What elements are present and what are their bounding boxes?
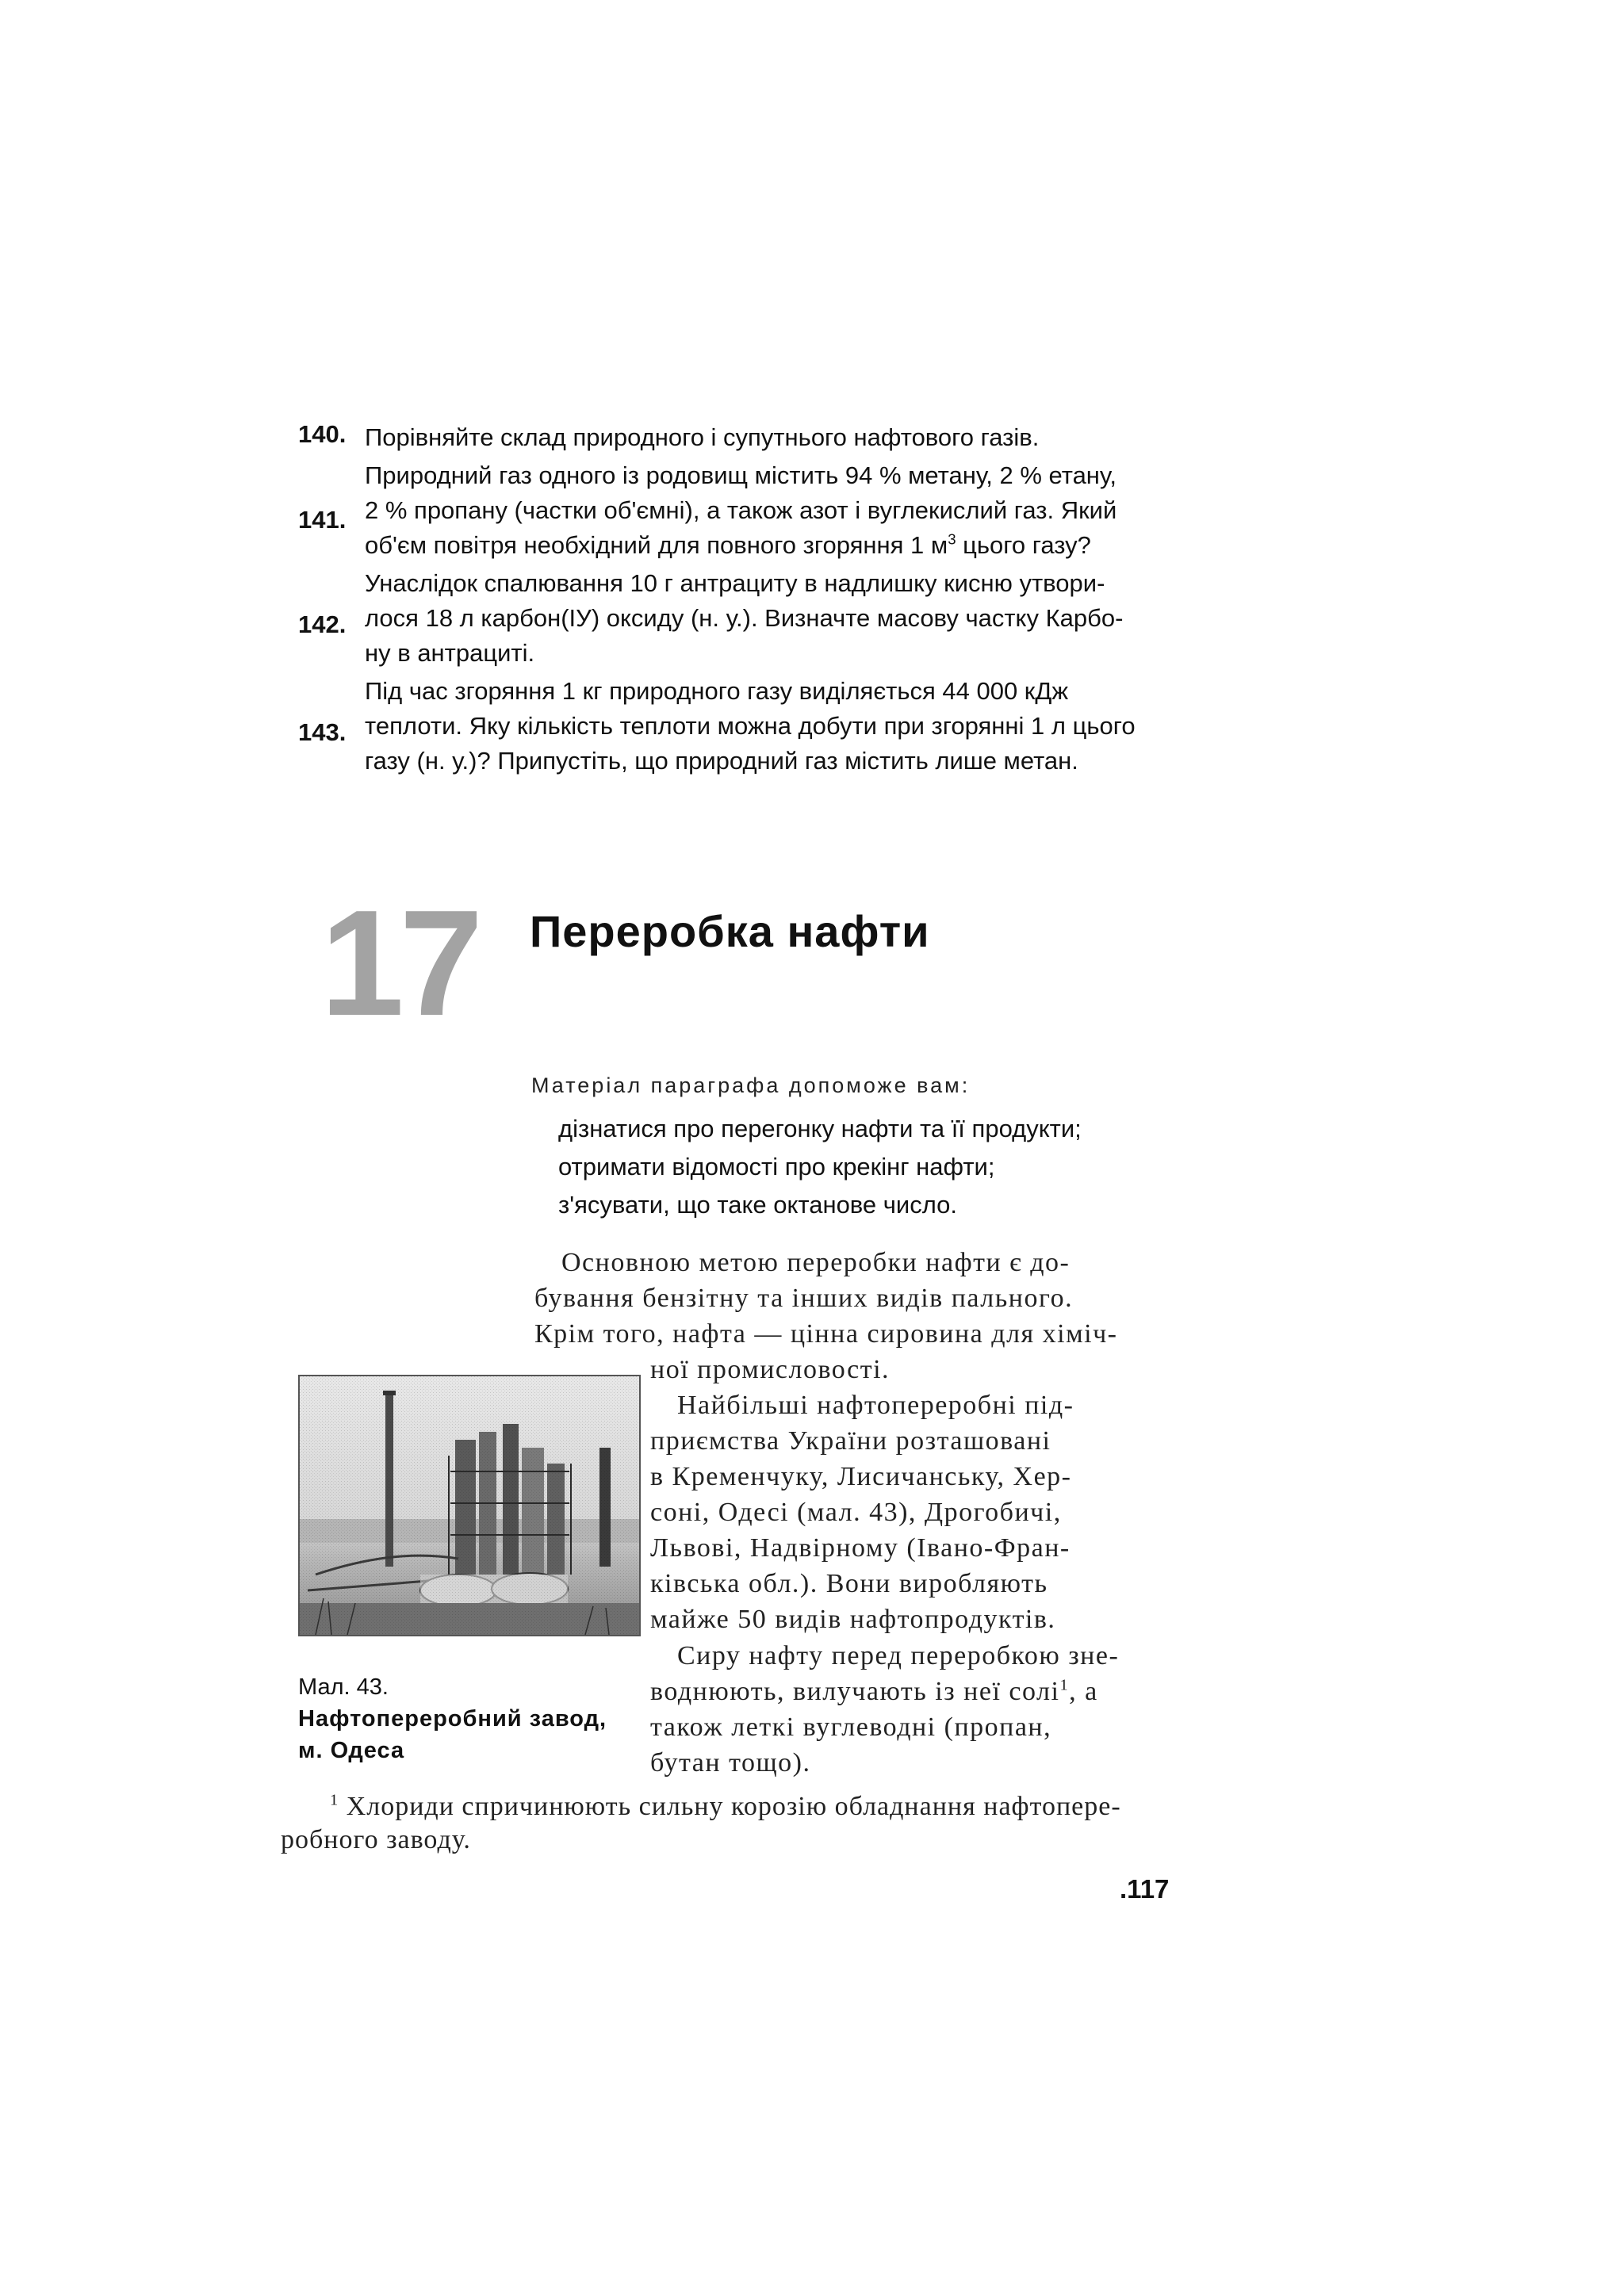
exercise-text [365, 458, 1182, 563]
exercise-line: теплоти. Яку кількість теплоти можна добути при згорянні 1 л цього [365, 712, 1136, 740]
goal-item: отримати відомості про крекінг нафти; [558, 1153, 995, 1181]
paragraph-line [650, 1674, 1175, 1709]
footnote-mark: 1 [330, 1791, 339, 1809]
figure-caption-line: м. Одеса [298, 1738, 405, 1763]
refinery-photo [298, 1375, 641, 1636]
footnote [281, 1790, 1177, 1857]
paragraph-text-part: , а [1069, 1677, 1098, 1706]
exercise-line: Порівняйте склад природного і супутнього нафтового газів. [365, 423, 1040, 451]
goals-intro: Матеріал параграфа допоможе вам: [531, 1073, 971, 1097]
exercise-line: 2 % пропану (частки об'ємні), а також азот і вуглекислий газ. Який [365, 496, 1117, 524]
exercise-text [365, 674, 1182, 779]
paragraph-line: приємства України розташовані [650, 1426, 1051, 1456]
paragraph-3 [650, 1638, 1175, 1781]
page-number: .117 [1120, 1874, 1170, 1904]
refinery-illustration [300, 1376, 639, 1635]
footnote-line: робного заводу. [281, 1825, 471, 1854]
paragraph-line: майже 50 видів нафтопродуктів. [650, 1605, 1056, 1634]
exercise-line: Унаслідок спалювання 10 г антрациту в надлишку кисню утвори- [365, 569, 1105, 597]
figure-caption-line: Нафтопереробний завод, [298, 1706, 607, 1732]
section-title: Переробка нафти [530, 906, 930, 956]
paragraph-line: Сиру нафту перед переробкою зне- [677, 1641, 1120, 1670]
exercise-number: 143. [298, 718, 347, 746]
footnote-reference: 1 [1059, 1676, 1070, 1694]
exercise-number: 141. [298, 506, 347, 534]
exercise-text [365, 420, 1182, 455]
exercise-line: ну в антрациті. [365, 639, 535, 667]
paragraph-line: Крім того, нафта — цінна сировина для хіміч- [534, 1319, 1118, 1349]
superscript: 3 [948, 530, 956, 548]
exercise-number: 142. [298, 610, 347, 638]
exercise-text [365, 566, 1182, 671]
paragraph-line: Основною метою переробки нафти є до- [561, 1248, 1071, 1277]
paragraph-line: також леткі вуглеводні (пропан, [650, 1712, 1052, 1742]
exercise-line: Природний газ одного із родовищ містить 94 % метану, 2 % етану, [365, 461, 1116, 489]
footnote-text: Хлориди спричинюють сильну корозію обладнання нафтопере- [339, 1792, 1121, 1821]
figure-caption [298, 1671, 607, 1766]
exercise-text-part: цього газу? [956, 531, 1091, 559]
goal-item: дізнатися про перегонку нафти та її продукти; [558, 1115, 1082, 1142]
goal-item: з'ясувати, що таке октанове число. [558, 1191, 958, 1219]
paragraph-line: бування бензітну та інших видів пального. [534, 1284, 1074, 1313]
paragraph-line: Львові, Надвірному (Івано-Фран- [650, 1533, 1071, 1563]
section-number: 17 [320, 879, 479, 1047]
exercise-line [365, 528, 1182, 563]
paragraph-line: соні, Одесі (мал. 43), Дрогобичі, [650, 1498, 1062, 1527]
goals-list [558, 1110, 1082, 1224]
exercise-line: газу (н. у.)? Припустіть, що природний газ містить лише метан. [365, 747, 1078, 775]
paragraph-2 [650, 1387, 1175, 1637]
paragraph-line: Найбільші нафтопереробні під- [677, 1391, 1074, 1420]
paragraph-1 [534, 1245, 1175, 1387]
figure-label: Мал. 43. [298, 1674, 389, 1700]
exercise-text-part: об'єм повітря необхідний для повного згоряння 1 м [365, 531, 948, 559]
footnote-line [281, 1790, 1177, 1823]
paragraph-line: в Кременчуку, Лисичанську, Хер- [650, 1462, 1072, 1491]
paragraph-line: ківська обл.). Вони виробляють [650, 1569, 1048, 1598]
exercise-number: 140. [298, 420, 347, 448]
paragraph-line: ної промисловості. [650, 1355, 891, 1384]
paragraph-line: бутан тощо). [650, 1748, 811, 1777]
paragraph-text-part: воднюють, вилучають із неї солі [650, 1677, 1060, 1706]
exercise-line: Під час згоряння 1 кг природного газу виділяється 44 000 кДж [365, 677, 1069, 705]
exercise-line: лося 18 л карбон(IУ) оксиду (н. у.). Визначте масову частку Карбо- [365, 604, 1124, 632]
